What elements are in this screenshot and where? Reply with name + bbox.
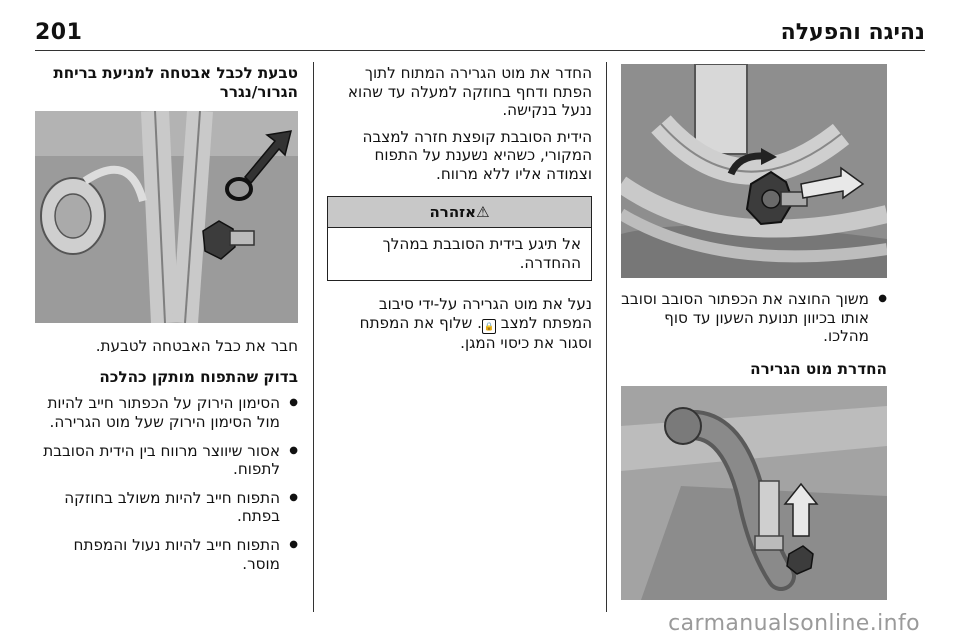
right-column xyxy=(621,64,887,600)
paragraph-knob-returns: הידית הסובבת קופצת חזרה למצבה המקורי, כשהיא נשענת על התפוח וצמודה אליו ללא מרווח. xyxy=(362,127,592,183)
check-bullet-no-gap: ● אסור שיווצר מרווח בין הידית הסובבת לתפוח. xyxy=(35,442,298,479)
figure-caption: חבר את כבל האבטחה לטבעת. xyxy=(95,337,298,356)
middle-column xyxy=(327,64,592,361)
page-number: 201 xyxy=(35,20,83,45)
paragraph-lock-towbar xyxy=(327,295,592,352)
check-bullet-locked: ● התפוח חייב להיות נעול והמפתח מוסר. xyxy=(35,536,298,573)
figure-turn-knob xyxy=(621,64,887,278)
check-heading: בדוק שהתפוח מותקן כהלכה xyxy=(99,367,298,386)
warning-header xyxy=(328,197,591,229)
lock-text-end: . שלוף את המפתח וסגור את כיסוי המגן. xyxy=(359,313,592,352)
figure-safety-ring xyxy=(35,111,298,323)
warning-icon: ⚠ xyxy=(476,202,490,221)
left-column xyxy=(35,64,298,577)
figure-insert-towbar xyxy=(621,386,887,600)
lock-text-start: נעל את מוט הגרירה על-ידי סיבוב המפתח למצב xyxy=(378,295,592,332)
lock-icon: 🔒 xyxy=(482,319,496,334)
warning-box xyxy=(327,196,592,282)
watermark: carmanualsonline.info xyxy=(668,611,920,636)
warning-text: אל תיגע בידית הסובבת במהלך ההחדרה. xyxy=(382,235,581,272)
column-divider-right xyxy=(606,62,607,612)
column-divider-left xyxy=(313,62,314,612)
section-heading-safety-ring: טבעת לכבל אבטחה למניעת בריחת הגרור/נגרר xyxy=(53,64,298,101)
check-bullet-engaged: ● התפוח חייב להיות משולב בחוזקה בפתח. xyxy=(35,489,298,526)
chapter-title: נהיגה והפעלה xyxy=(780,20,925,45)
check-bullet-green-mark: ● הסימון הירוק על הכפתור חייב להיות מול הסימון הירוק שעל מוט הגרירה. xyxy=(35,394,298,431)
paragraph-insert-towbar: החדר את מוט הגרירה המתוח לתוך הפתח ודחף בחוזקה למעלה עד שהוא ננעל בנקישה. xyxy=(347,64,592,120)
warning-title: אזהרה xyxy=(429,202,477,221)
header-rule xyxy=(35,50,925,51)
section-heading-insert: החדרת מוט הגרירה xyxy=(750,359,887,378)
page-header xyxy=(35,16,925,50)
bullet-pull-knob: ● משוך החוצה את הכפתור הסובב וסובב אותו בכיוון תנועת השעון עד סוף מהלכו. xyxy=(621,290,887,346)
